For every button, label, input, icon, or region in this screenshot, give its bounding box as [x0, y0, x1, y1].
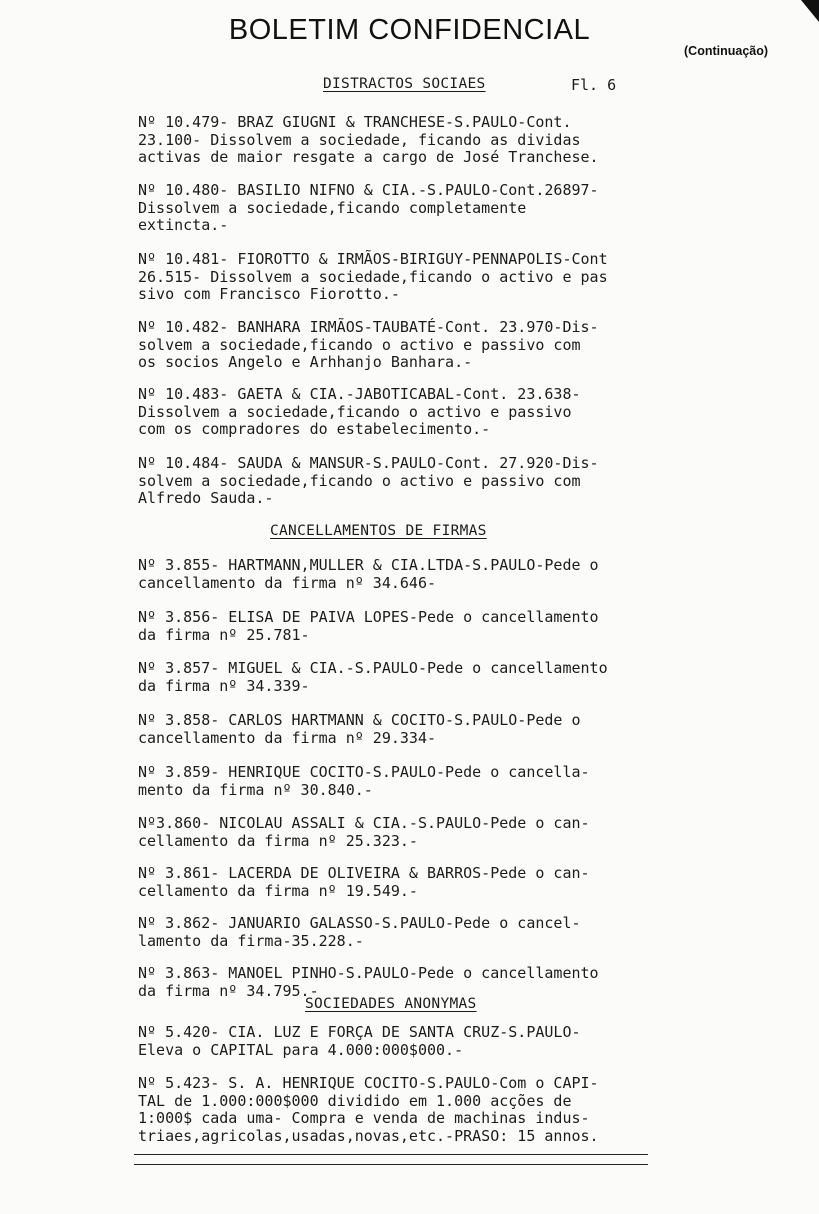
entry-distracto-10484: Nº 10.484- SAUDA & MANSUR-S.PAULO-Cont. 27.920-Dis- solvem a sociedade,ficando o activo e passivo com Alfredo Sauda.- — [138, 454, 599, 507]
entry-cancellamento-3861: Nº 3.861- LACERDA DE OLIVEIRA & BARROS-Pede o can- cellamento da firma nº 19.549.- — [138, 864, 590, 900]
entry-cancellamento-3863: Nº 3.863- MANOEL PINHO-S.PAULO-Pede o cancellamento da firma nº 34.795.- — [138, 964, 599, 1000]
entry-distracto-10481: Nº 10.481- FIOROTTO & IRMÃOS-BIRIGUY-PENNAPOLIS-Cont 26.515- Dissolvem a sociedade,ficando o activo e pas sivo com Francisco Fiorotto.- — [138, 250, 608, 303]
entry-cancellamento-3857: Nº 3.857- MIGUEL & CIA.-S.PAULO-Pede o cancellamento da firma nº 34.339- — [138, 659, 608, 695]
entry-cancellamento-3859: Nº 3.859- HENRIQUE COCITO-S.PAULO-Pede o cancella- mento da firma nº 30.840.- — [138, 763, 590, 799]
entry-sociedade-5423: Nº 5.423- S. A. HENRIQUE COCITO-S.PAULO-Com o CAPI- TAL de 1.000:000$000 dividido em 1.000 acções de 1:000$ cada uma- Compra e venda de machinas indus- triaes,agricolas,usadas,novas,etc.-PRASO: 15 annos. — [138, 1074, 599, 1145]
section-heading-distractos: DISTRACTOS SOCIAES — [323, 76, 486, 92]
page-number: Fl. 6 — [571, 76, 617, 94]
section-heading-cancellamentos: CANCELLAMENTOS DE FIRMAS — [270, 523, 487, 539]
closing-rule-bottom — [134, 1164, 648, 1165]
section-heading-sociedades: SOCIEDADES ANONYMAS — [305, 996, 477, 1012]
document-title: BOLETIM CONFIDENCIAL — [228, 14, 591, 46]
closing-rule-top — [134, 1154, 648, 1155]
entry-cancellamento-3858: Nº 3.858- CARLOS HARTMANN & COCITO-S.PAULO-Pede o cancellamento da firma nº 29.334- — [138, 711, 581, 747]
entry-cancellamento-3862: Nº 3.862- JANUARIO GALASSO-S.PAULO-Pede o cancel- lamento da firma-35.228.- — [138, 914, 581, 950]
entry-distracto-10482: Nº 10.482- BANHARA IRMÃOS-TAUBATÉ-Cont. 23.970-Dis- solvem a sociedade,ficando o activo e passivo com os socios Angelo e Arhhanjo Banhara.- — [138, 318, 599, 371]
continuation-label: (Continuação) — [684, 44, 769, 58]
entry-distracto-10483: Nº 10.483- GAETA & CIA.-JABOTICABAL-Cont. 23.638- Dissolvem a sociedade,ficando o activo e passivo com os compradores do estabelecimento.- — [138, 385, 581, 438]
entry-distracto-10479: Nº 10.479- BRAZ GIUGNI & TRANCHESE-S.PAULO-Cont. 23.100- Dissolvem a sociedade, ficando as dividas activas de maior resgate a cargo de José Tranchese. — [138, 113, 599, 166]
entry-distracto-10480: Nº 10.480- BASILIO NIFNO & CIA.-S.PAULO-Cont.26897- Dissolvem a sociedade,ficando completamente extincta.- — [138, 181, 599, 234]
entry-cancellamento-3855: Nº 3.855- HARTMANN,MULLER & CIA.LTDA-S.PAULO-Pede o cancellamento da firma nº 34.646- — [138, 556, 599, 592]
entry-cancellamento-3860: Nº3.860- NICOLAU ASSALI & CIA.-S.PAULO-Pede o can- cellamento da firma nº 25.323.- — [138, 814, 590, 850]
entry-sociedade-5420: Nº 5.420- CIA. LUZ E FORÇA DE SANTA CRUZ-S.PAULO- Eleva o CAPITAL para 4.000:000$000.- — [138, 1023, 581, 1059]
entry-cancellamento-3856: Nº 3.856- ELISA DE PAIVA LOPES-Pede o cancellamento da firma nº 25.781- — [138, 608, 599, 644]
